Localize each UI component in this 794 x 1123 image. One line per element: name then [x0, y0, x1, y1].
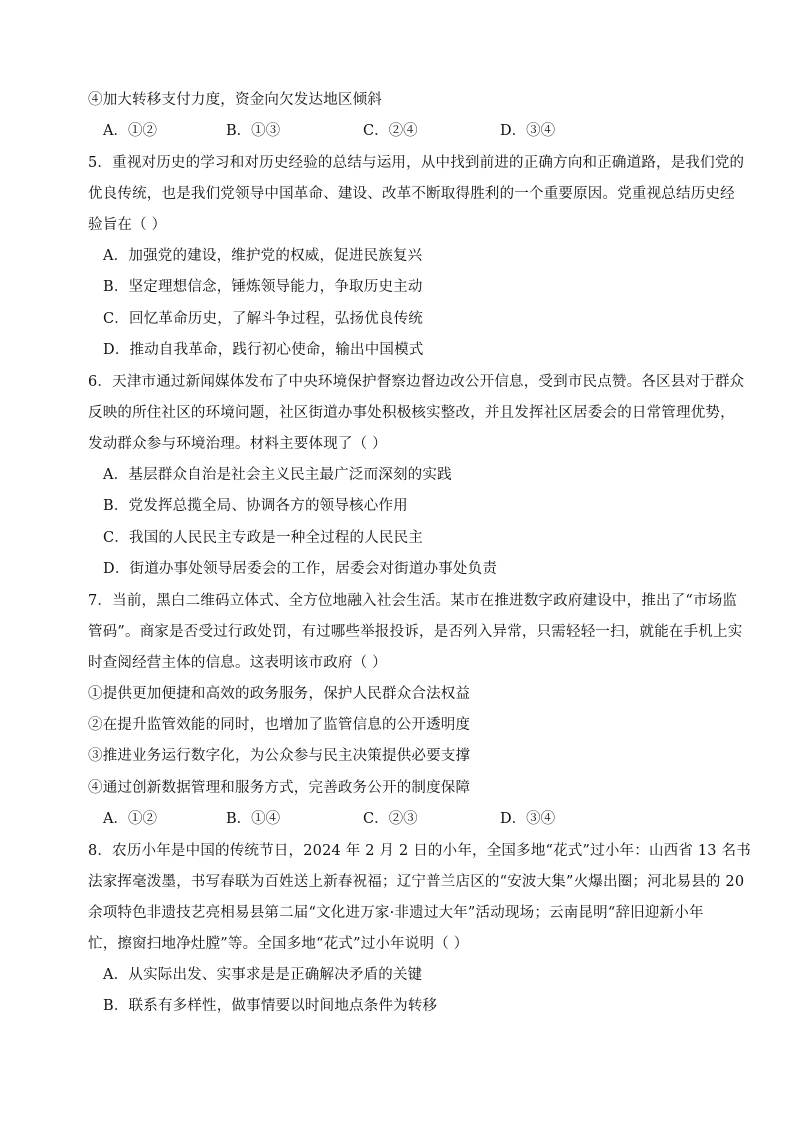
option-d: D．③④ [500, 811, 556, 827]
q7-options [0, 809, 794, 829]
option-c: C．②④ [363, 123, 418, 139]
q5-option-d: D．推动自我革命，践行初心使命，输出中国模式 [103, 342, 424, 358]
q6-stem-line3: 发动群众参与环境治理。材料主要体现了（ ） [88, 436, 387, 452]
q5-stem-line1: 5．重视对历史的学习和对历史经验的总结与运用，从中找到前进的正确方向和正确道路，是我们党的 [88, 155, 745, 171]
q6-option-b: B．党发挥总揽全局、协调各方的领导核心作用 [103, 498, 408, 514]
q8-stem-line2: 法家挥毫泼墨，书写春联为百姓送上新春祝福；辽宁普兰店区的“安波大集”火爆出圈；河北易县的 20 [88, 874, 745, 890]
q5-option-b: B．坚定理想信念，锤炼领导能力，争取历史主动 [103, 279, 423, 295]
q8-option-b: B．联系有多样性，做事情要以时间地点条件为转移 [103, 998, 438, 1014]
q6-stem-line2: 反映的所住社区的环境问题，社区街道办事处积极核实整改，并且发挥社区居委会的日常管理优势， [88, 405, 735, 421]
prev-question-options [0, 121, 794, 141]
q6-option-a: A．基层群众自治是社会主义民主最广泛而深刻的实践 [103, 467, 452, 483]
q7-item-2: ②在提升监管效能的同时，也增加了监管信息的公开透明度 [88, 717, 471, 733]
q8-stem-line3: 余项特色非遗技艺亮相易县第二届“文化进万家·非遗过大年”活动现场；云南昆明“辞旧迎新小年 [88, 905, 704, 921]
q8-stem-line1: 8．农历小年是中国的传统节日，2024 年 2 月 2 日的小年，全国多地“花式”过小年：山西省 13 名书 [88, 843, 751, 859]
option-d: D．③④ [500, 123, 556, 139]
q7-stem-line2: 管码”。商家是否受过行政处罚，有过哪些举报投诉，是否列入异常，只需轻轻一扫，就能在手机上实 [88, 624, 743, 640]
prev-question-item-4: ④加大转移支付力度，资金向欠发达地区倾斜 [88, 92, 382, 108]
option-c: C．②③ [363, 811, 418, 827]
q6-stem-line1: 6．天津市通过新闻媒体发布了中央环境保护督察边督边改公开信息，受到市民点赞。各区县对于群众 [88, 374, 745, 390]
q7-item-1: ①提供更加便捷和高效的政务服务，保护人民群众合法权益 [88, 686, 471, 702]
q5-stem-line3: 验旨在（ ） [88, 217, 167, 233]
q5-option-c: C．回忆革命历史，了解斗争过程，弘扬优良传统 [103, 311, 423, 327]
q6-option-c: C．我国的人民民主专政是一种全过程的人民民主 [103, 530, 423, 546]
q8-option-a: A．从实际出发、实事求是是正确解决矛盾的关键 [103, 967, 423, 983]
option-a: A．①② [103, 123, 157, 139]
q7-item-3: ③推进业务运行数字化，为公众参与民主决策提供必要支撑 [88, 748, 471, 764]
q7-stem-line1: 7．当前，黑白二维码立体式、全方位地融入社会生活。某市在推进数字政府建设中，推出了“市场监 [88, 593, 738, 609]
option-b: B．①④ [226, 811, 281, 827]
q5-stem-line2: 优良传统，也是我们党领导中国革命、建设、改革不断取得胜利的一个重要原因。党重视总结历史经 [88, 186, 735, 202]
q8-stem-line4: 忙，擦窗扫地净灶膛”等。全国多地“花式”过小年说明（ ） [88, 936, 469, 952]
q7-item-4: ④通过创新数据管理和服务方式，完善政务公开的制度保障 [88, 780, 471, 796]
q5-option-a: A．加强党的建设，维护党的权威，促进民族复兴 [103, 248, 423, 264]
option-b: B．①③ [226, 123, 281, 139]
option-a: A．①② [103, 811, 157, 827]
q6-option-d: D．街道办事处领导居委会的工作，居委会对街道办事处负责 [103, 561, 498, 577]
q7-stem-line3: 时查阅经营主体的信息。这表明该市政府（ ） [88, 655, 387, 671]
